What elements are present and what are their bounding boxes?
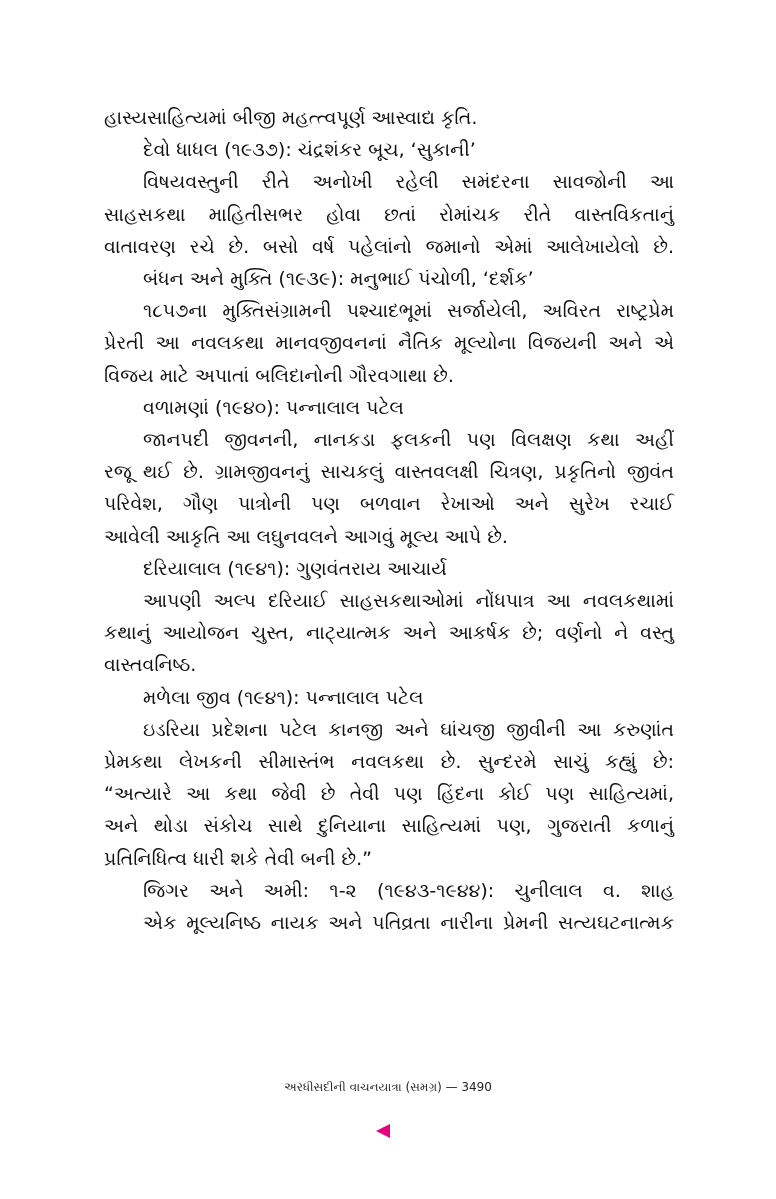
- text-line: વિષયવસ્તુની રીતે અનોખી રહેલી સમંદરના સાવજોની આ: [143, 171, 674, 194]
- book-heading: દેવો ધાધલ (૧૯૩૭): ચંદ્રશંકર બૂચ, ‘સુકાની’: [143, 139, 476, 162]
- text-line: વાસ્તવનિષ્ઠ.: [104, 654, 197, 677]
- book-heading: જિગર અને અમી: ૧-૨ (૧૯૪૩-૧૯૪૪): ચુનીલાલ વ. શાહ: [143, 879, 674, 902]
- text-line: અને થોડા સંકોચ સાથે દુનિયાના સાહિત્યમાં પણ, ગુજરાતી કળાનું: [104, 815, 674, 838]
- text-line: જાનપદી જીવનની, નાનકડા ફલકની પણ વિલક્ષણ કથા અહીં: [143, 429, 674, 452]
- book-heading: બંધન અને મુક્તિ (૧૯૩૯): મનુભાઈ પંચોળી, ‘દર્શક’: [143, 268, 534, 291]
- text-line: ઇડરિયા પ્રદેશના પટેલ કાનજી અને ઘાંચજી જીવીની આ કરુણાંત: [143, 718, 674, 741]
- book-heading: મળેલા જીવ (૧૯૪૧): પન્નાલાલ પટેલ: [143, 686, 424, 709]
- text-line: પરિવેશ, ગૌણ પાત્રોની પણ બળવાન રેખાઓ અને સુરેખ રચાઈ: [104, 493, 674, 516]
- text-line: રજૂ થઈ છે. ગ્રામજીવનનું સાચકલું વાસ્તવલક્ષી ચિત્રણ, પ્રકૃતિનો જીવંત: [104, 461, 674, 484]
- book-heading: દરિયાલાલ (૧૯૪૧): ગુણવંતરાય આચાર્ય: [143, 557, 447, 580]
- body-text: [104, 102, 674, 939]
- book-heading: વળામણાં (૧૯૪૦): પન્નાલાલ પટેલ: [143, 396, 404, 419]
- text-line: પ્રેમકથા લેખકની સીમાસ્તંભ નવલકથા છે. સુન્દરમે સાચું કહ્યું છે:: [104, 751, 674, 774]
- text-line: એક મૂલ્યનિષ્ઠ નાયક અને પતિવ્રતા નારીના પ્રેમની સત્યઘટનાત્મક: [143, 912, 674, 935]
- text-line: સાહસકથા માહિતીસભર હોવા છતાં રોમાંચક રીતે વાસ્તવિકતાનું: [104, 203, 674, 226]
- previous-page-icon[interactable]: [376, 1124, 390, 1138]
- page-footer: અરધીસદીની વાચનયાત્રા (સમગ્ર) — 3490: [284, 1080, 492, 1094]
- text-line: “અત્યારે આ કથા જેવી છે તેવી પણ હિંદના કોઈ પણ સાહિત્યમાં,: [104, 783, 674, 806]
- text-line: વાતાવરણ રચે છે. બસો વર્ષ પહેલાંનો જમાનો એમાં આલેખાયેલો છે.: [104, 235, 674, 258]
- text-line: હાસ્યસાહિત્યમાં બીજી મહત્ત્વપૂર્ણ આસ્વાદ્ય કૃતિ.: [104, 107, 478, 129]
- text-line: આપણી અલ્પ દરિયાઈ સાહસકથાઓમાં નોંધપાત્ર આ નવલકથામાં: [143, 590, 674, 613]
- text-line: પ્રતિનિધિત્વ ધારી શકે તેવી બની છે.”: [104, 847, 373, 870]
- text-line: વિજય માટે અપાતાં બલિદાનોની ગૌરવગાથા છે.: [104, 364, 454, 387]
- text-line: આવેલી આકૃતિ આ લઘુનવલને આગવું મૂલ્ય આપે છે.: [104, 525, 508, 548]
- text-line: કથાનું આયોજન ચુસ્ત, નાટ્યાત્મક અને આકર્ષક છે; વર્ણનો ને વસ્તુ: [104, 622, 674, 645]
- text-line: પ્રેરતી આ નવલકથા માનવજીવનનાં નૈતિક મૂલ્યોના વિજયની અને એ: [104, 332, 674, 355]
- text-line: ૧૮૫૭ના મુક્તિસંગ્રામની પશ્ચાદભૂમાં સર્જાયેલી, અવિરત રાષ્ટ્રપ્રેમ: [143, 300, 674, 323]
